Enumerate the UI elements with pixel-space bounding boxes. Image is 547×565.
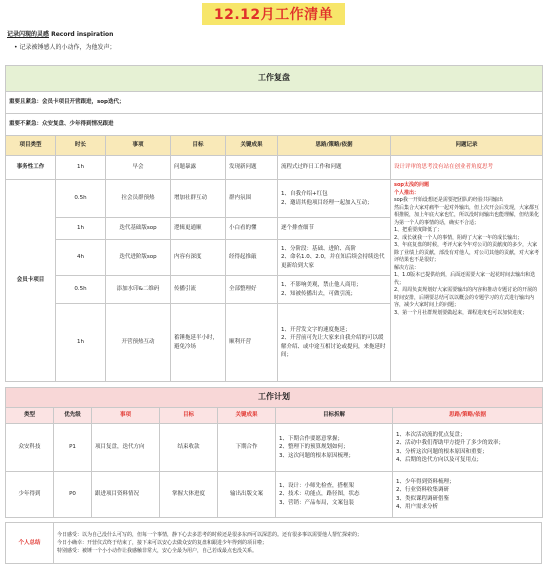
review-title: 工作复盘 <box>6 66 543 92</box>
plan-header: 优先级 <box>54 408 92 424</box>
row-idea: 1、分阶段：基础、进阶、高阶 2、命名1.0、2.0，并在知后续会持续迭代更新给到大家 <box>278 240 391 276</box>
row-result: 小白看的懂 <box>226 218 278 240</box>
plan-result: 输出出版文案 <box>218 472 276 518</box>
row-idea: 逐个排查细节 <box>278 218 391 240</box>
plan-type: 少年得到 <box>6 472 54 518</box>
personal-line: 今日感受：以为自己没什么可写的，但每一个事情，静下心去多思考的时候还是很多东西可以深思的。还有很多事以需要他人帮忙探索的； <box>57 532 363 538</box>
inspiration-label-en: Record inspiration <box>51 31 114 38</box>
row-idea: 1、开营发文字的速度拖延； 2、开营前可先让大家来自我介绍的可以缓解介绍、或中途互相讨论或提问，来拖延时间； <box>278 304 391 382</box>
plan-result: 下期合作 <box>218 424 276 472</box>
row-item: 迭代进阶版sop <box>106 240 171 276</box>
row-item: 早会 <box>106 156 171 180</box>
row-goal: 蓄锤拖延半小时，避免冷场 <box>171 304 226 382</box>
plan-item: 项目复盘，迭代方向 <box>92 424 160 472</box>
row-result: 发现新问题 <box>226 156 278 180</box>
plan-idea: 1、本次活动流的优点复盘； 2、活动中我们帮助甲方提升了多少的效率； 3、分析这次问题的根本原因和重要； 4、后期的迭代方向以及可复用点； <box>393 424 543 472</box>
plan-priority: P1 <box>54 424 92 472</box>
row-time: 4h <box>56 240 106 276</box>
personal-line: 特别感受：被锤一个小小动作让我感触非常大，安心全最为用户，自己若成最点也没关系。 <box>57 548 258 554</box>
inspiration-heading <box>7 29 113 38</box>
plan-header: 目标拆解 <box>276 408 393 424</box>
plan-item: 跟进项目资料情况 <box>92 472 160 518</box>
plan-goal: 掌握大体进度 <box>160 472 218 518</box>
inspiration-label-cn: 记录闪现的灵感 <box>7 31 50 38</box>
row-item: 迭代基础版sop <box>106 218 171 240</box>
row-result: 顺利开营 <box>226 304 278 382</box>
row-time: 1h <box>56 156 106 180</box>
member-issue-cell <box>391 180 543 382</box>
plan-header: 关键成果 <box>218 408 276 424</box>
member-issue-body: sop我一开始设想还是需要把团队的经验共同输出 然后集合大家对痛毕一起对外输出，但上次开会后发现，大家都互相推脱，加上年底大家也忙，所以没时间输出也能理解，但结果化为第一个人的事情的话，确实不合适； 1、把重要度降低了； 2、成长就我一个人的事情，阻碍了大家一年的成长输出； 3、年底复盘的时候，考评大家今年对公司的贡献度的多少，大家除了业绩上的贡献，部没有对他人，对公司其他的贡献，对大家考评结果也不是很好； 解决方法： 1、1.0版本已提供给到，后面还需要大家一起花时间去输出和迭代； 2、周周负责规划好大家需要输出的内容和推动专题讨论的开展的时间安排，后期要总结可以以概会的专题学习的方式进行输出内容，减少大家时间上的问题； 3、第一个月社群规划要做起来，课程进度也可以加快进度； <box>394 197 540 316</box>
plan-goal: 结束收款 <box>160 424 218 472</box>
row-goal: 问题暴露 <box>171 156 226 180</box>
row-goal: 增加社群互动 <box>171 180 226 218</box>
row-item: 添加水印&二维码 <box>106 276 171 304</box>
row-idea: 流程式过昨日工作和问题 <box>278 156 391 180</box>
row-time: 1h <box>56 218 106 240</box>
review-header: 关键成果 <box>226 136 278 156</box>
review-header: 事项 <box>106 136 171 156</box>
member-issue-head: sop太浅的问题 <box>394 182 429 188</box>
row-item: 拉会员群预热 <box>106 180 171 218</box>
row-time: 0.5h <box>56 180 106 218</box>
personal-label: 个人总结 <box>6 523 54 564</box>
review-header: 思路/策略/依据 <box>278 136 391 156</box>
review-header: 项目类型 <box>6 136 56 156</box>
personal-lines <box>54 523 542 564</box>
member-type: 会员卡项目 <box>6 180 56 382</box>
row-goal: 内容有深度 <box>171 240 226 276</box>
row-item: 开营预热互动 <box>106 304 171 382</box>
row-result: 群内氛围 <box>226 180 278 218</box>
plan-header: 类型 <box>6 408 54 424</box>
review-header: 目标 <box>171 136 226 156</box>
review-important: 重要且紧急：会员卡项目开营跟进，sop迭代； <box>6 92 543 114</box>
row-idea: 1、不影响美观，禁止他人商用； 2、知被传播出去，可做引流； <box>278 276 391 304</box>
row-idea: 1、自我介绍+红包 2、邀请其他项目经理一起加入互动； <box>278 180 391 218</box>
plan-breakdown: 1、设计：小师先检查，搭框架 2、技术：功能点，路径图，状态 3、营销：产品布局，文案包装 <box>276 472 393 518</box>
review-header: 问题记录 <box>391 136 543 156</box>
row-result: 全部整理好 <box>226 276 278 304</box>
row-result: 经得起推敲 <box>226 240 278 276</box>
member-issue-sub: 个人推出： <box>394 189 420 196</box>
row-type: 事务性工作 <box>6 156 56 180</box>
review-table <box>5 65 543 382</box>
row-issue: 设计评审的思考没有站在创业者角度思考 <box>391 156 543 180</box>
personal-summary <box>5 522 542 564</box>
plan-type: 众安科技 <box>6 424 54 472</box>
row-goal: 逻辑更通顺 <box>171 218 226 240</box>
row-time: 1h <box>56 304 106 382</box>
plan-idea: 1、少年得到资料梳理； 2、行业资料收集调研 3、类似课程调研借鉴 4、用户需求分析 <box>393 472 543 518</box>
review-not-urgent: 重要不紧急：众安复盘、少年得到情况跟进 <box>6 114 543 136</box>
personal-line: 今日小确幸：开营仪式终于结束了，接下来可以安心去做众安的复盘和跟进少年得到的项目啦； <box>57 540 268 546</box>
page-title-wrap <box>0 3 547 25</box>
plan-table <box>5 387 543 518</box>
plan-title: 工作计划 <box>6 388 543 408</box>
plan-header: 目标 <box>160 408 218 424</box>
review-header: 时长 <box>56 136 106 156</box>
plan-priority: P0 <box>54 472 92 518</box>
plan-breakdown: 1、下期合作要愿意掌握； 2、整理下的预算规划如何； 3、这次问题的根本原因梳理； <box>276 424 393 472</box>
plan-header: 思路/策略/依据 <box>393 408 543 424</box>
plan-header: 事项 <box>92 408 160 424</box>
row-goal: 传播引流 <box>171 276 226 304</box>
page-title: 12.12月工作清单 <box>202 3 345 25</box>
row-time: 0.5h <box>56 276 106 304</box>
inspiration-bullet: • 记录被锤感人的小动作，为他发声； <box>14 44 116 51</box>
